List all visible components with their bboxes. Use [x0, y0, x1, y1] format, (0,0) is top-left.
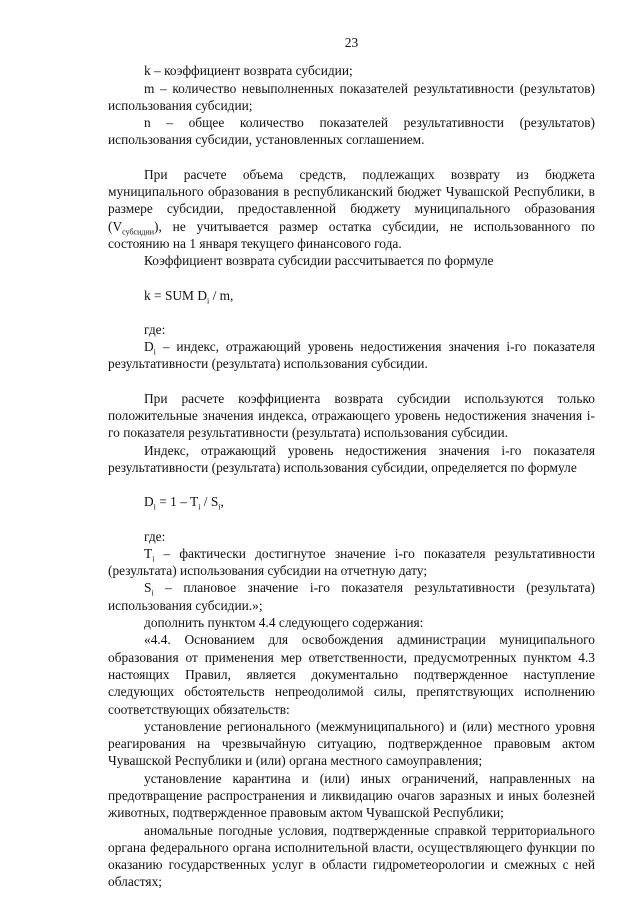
paragraph-positive-values: При расчете коэффициента возврата субсидии используются только положительные значения индекса, отражающего уровень недостижения значения i-го показателя результативности (результата) использования субсидии. [108, 390, 595, 441]
coefficient-intro: Коэффициент возврата субсидии рассчитывается по формуле [144, 253, 494, 269]
definition-si: $S_i$ – плановое значение i-го показателя результативности (результата) использования субсидии.»; [108, 580, 595, 613]
where-label-2: где: [144, 528, 166, 544]
page-number: 23 [344, 35, 359, 50]
list-item-weather: аномальные погодные условия, подтвержденные справкой территориального органа федерального органа исполнительной власти, осуществляющего функции по оказанию государственных услуг в области гидрометеорологии и смежных с ней областях; [108, 822, 595, 890]
add-point-instruction: дополнить пунктом 4.4 следующего содержания: [144, 615, 424, 631]
list-item-quarantine: установление карантина и (или) иных ограничений, направленных на предотвращение распространения и ликвидацию очагов заразных и иных болезней животных, подтвержденное правовым актом Чувашской Республики; [108, 770, 595, 821]
document-page [108, 34, 595, 891]
definition-ti: $T_i$ – фактически достигнутое значение i-го показателя результативности (результата) использования субсидии на отчетную дату; [108, 545, 595, 579]
formula-d: $D_i = 1 - T_i / S_i$, [144, 494, 224, 512]
where-label-1: где: [144, 321, 166, 337]
formula-k: k = SUM $D_i$ / m, [144, 287, 234, 306]
list-item-emergency: установление регионального (межмуниципального) и (или) местного уровня реагирования на чрезвычайную ситуацию, подтвержденное правовым актом Чувашской Республики и (или) органа местного самоуправления; [108, 718, 595, 769]
paragraph-calculation: При расчете объема средств, подлежащих возврату из бюджета муниципального образования в республиканский бюджет Чувашской Республики, в размере субсидии, предоставленной бюджету муниципального образования $(V_{субсидии})$, не учитывается размер остатка субсидии, не использованного по состоянию на 1 января текущего финансового года. [108, 166, 595, 251]
definition-n: n – общее количество показателей результативности (результатов) использования субсидии, установленных соглашением. [108, 115, 595, 148]
definition-di: $D_i$ – индекс, отражающий уровень недостижения значения i-го показателя результативности (результата) использования субсидии. [108, 339, 595, 372]
definition-m: m – количество невыполненных показателей результативности (результатов) использования субсидии; [108, 80, 595, 113]
definition-k: k – коэффициент возврата субсидии; [144, 63, 353, 79]
paragraph-4-4: «4.4. Основанием для освобождения администрации муниципального образования от применения мер ответственности, предусмотренных пунктом 4.3 настоящих Правил, является документально подтвержденное наступление следующих обстоятельств непреодолимой силы, препятствующих исполнению соответствующих обязательств: [108, 632, 595, 717]
paragraph-index: Индекс, отражающий уровень недостижения значения i-го показателя результативности (результата) использования субсидии, определяется по формуле [108, 442, 595, 475]
